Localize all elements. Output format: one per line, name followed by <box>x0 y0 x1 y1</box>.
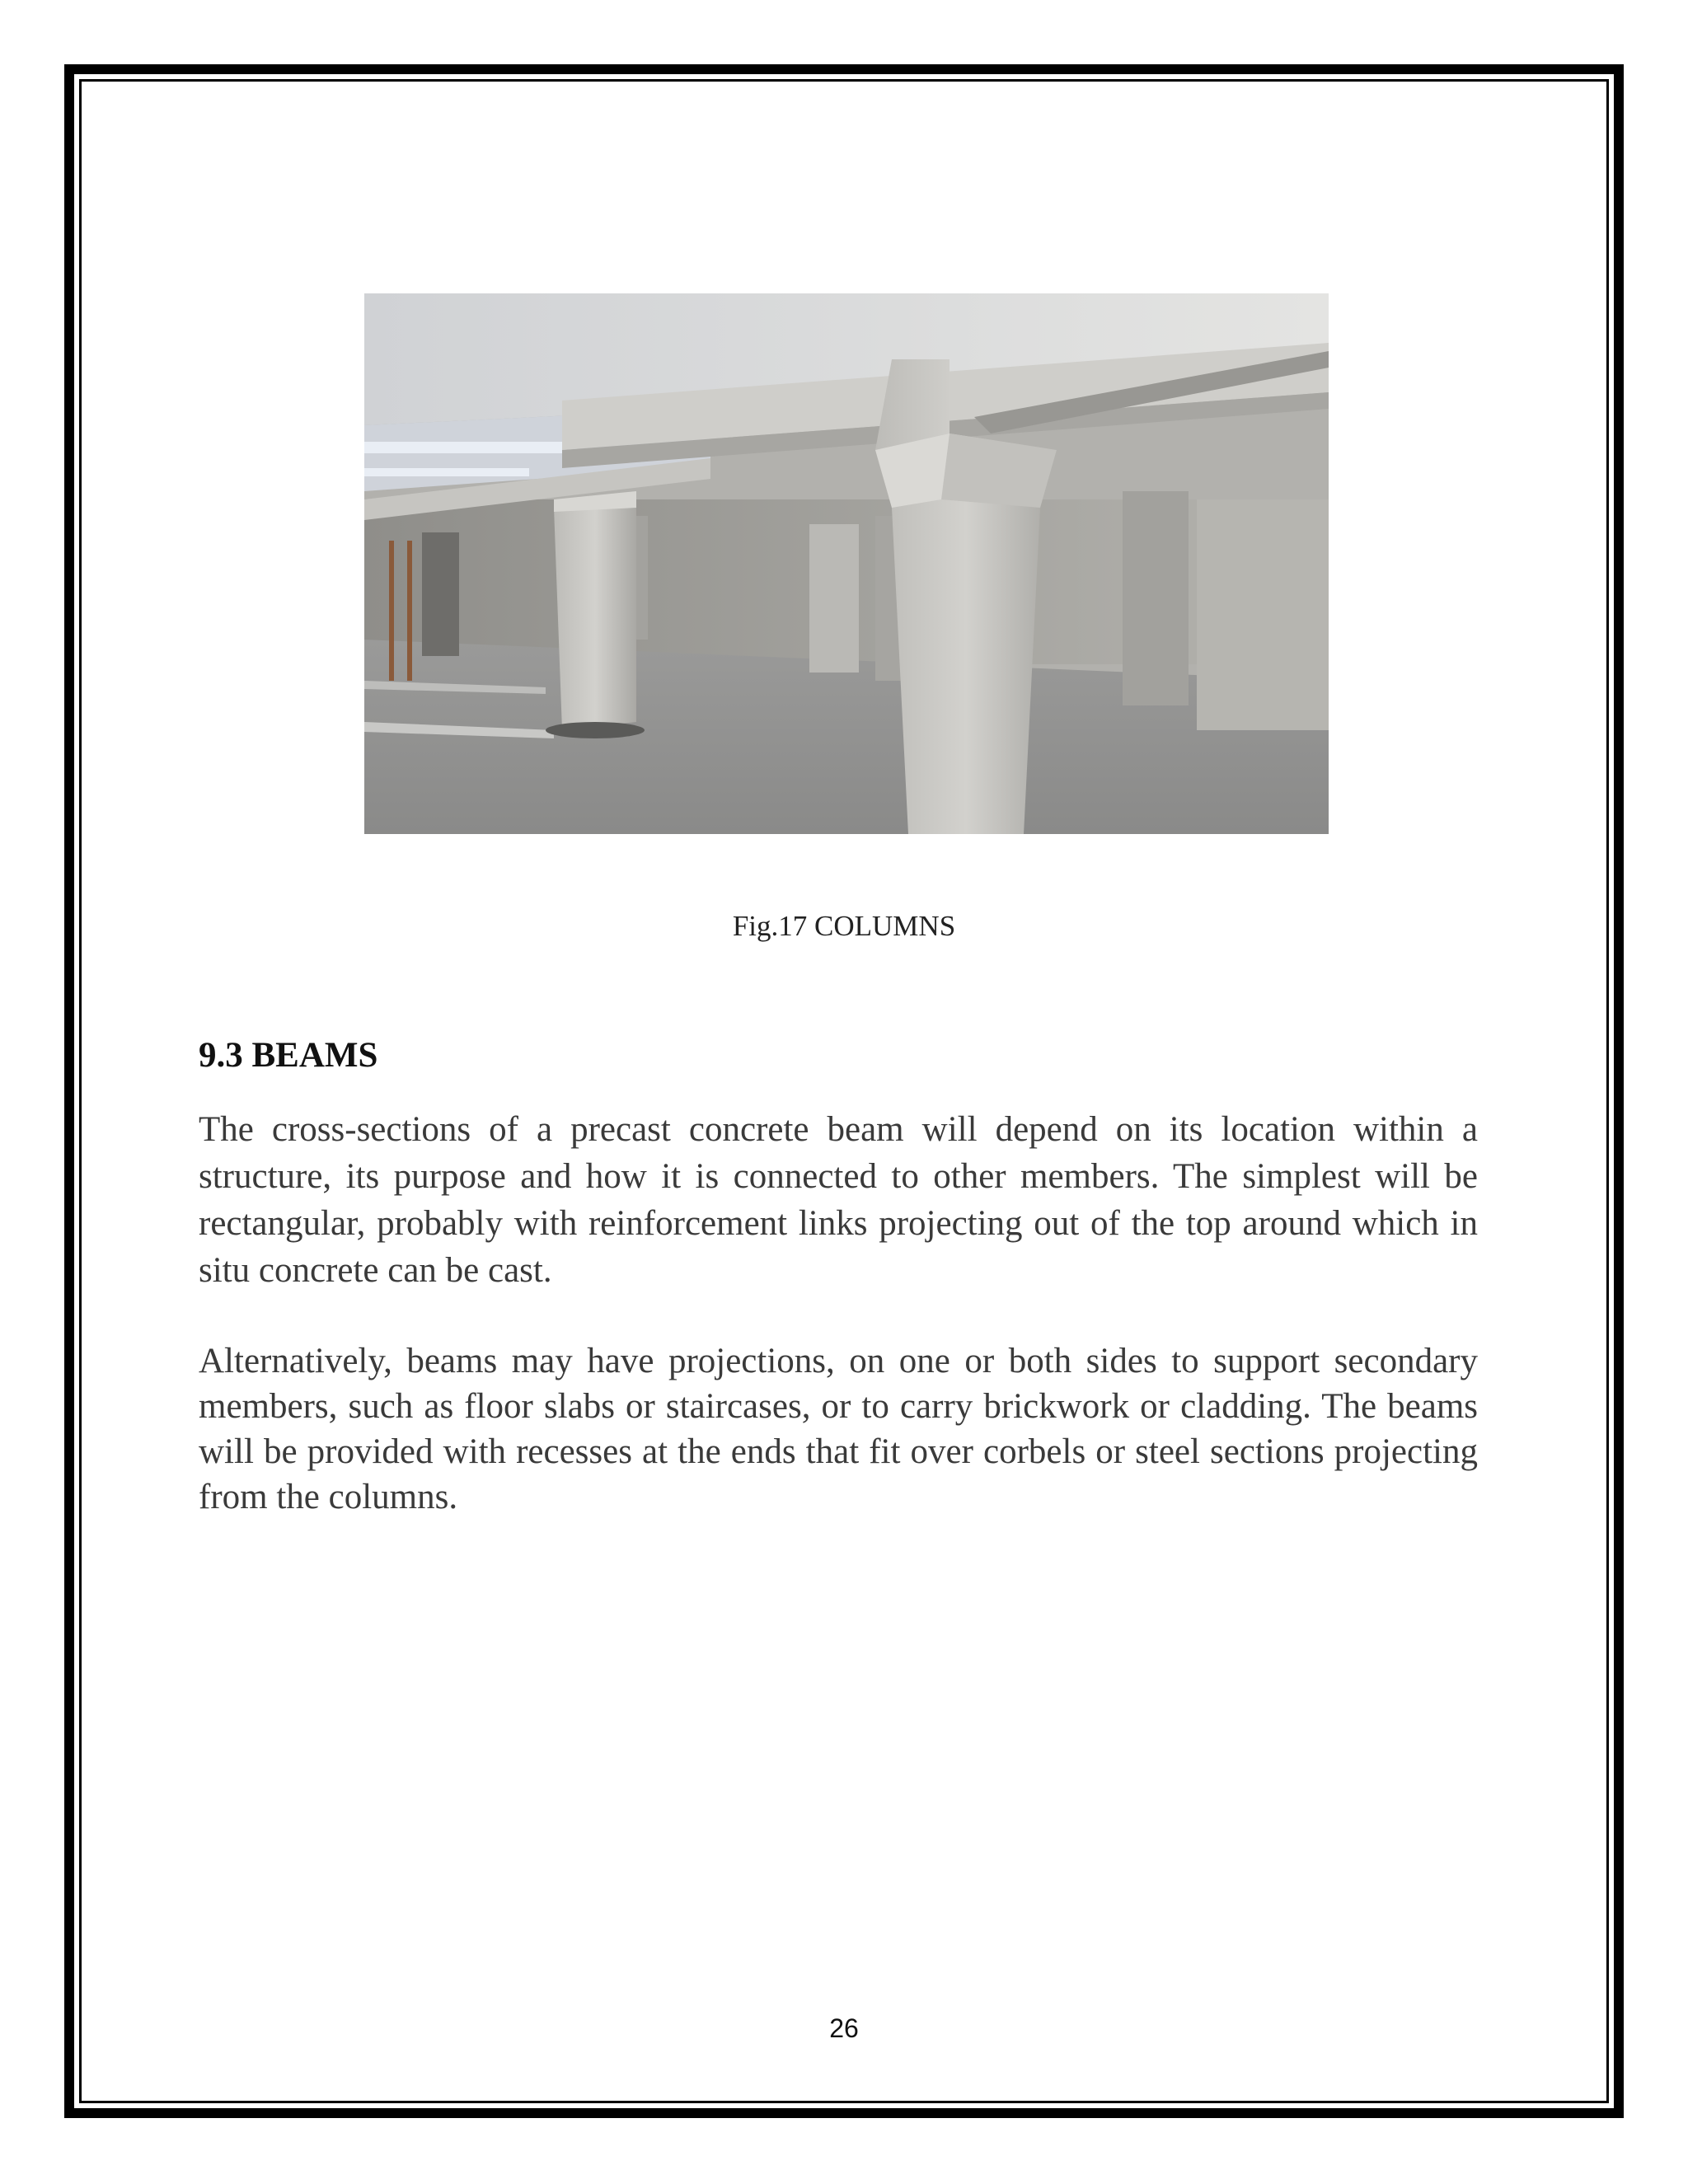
paragraph: Alternatively, beams may have projections, on one or both sides to support secondary members, such as floor slabs or staircases, or to carry brickwork or cladding. The beams will be provided with recesses at the ends that fit over corbels or steel sections projecting from the columns. <box>199 1342 1478 1516</box>
section-heading: 9.3 BEAMS <box>199 1036 378 1075</box>
figure-caption: Fig.17 COLUMNS <box>732 910 956 942</box>
paragraph: The cross-sections of a precast concrete beam will depend on its location within a structure, its purpose and how it is connected to other members. The simplest will be rectangular, probably with reinforcement links projecting out of the top around which in situ concrete can be cast. <box>199 1110 1478 1290</box>
columns-photo <box>364 293 1329 834</box>
page-number: 26 <box>829 2013 859 2043</box>
